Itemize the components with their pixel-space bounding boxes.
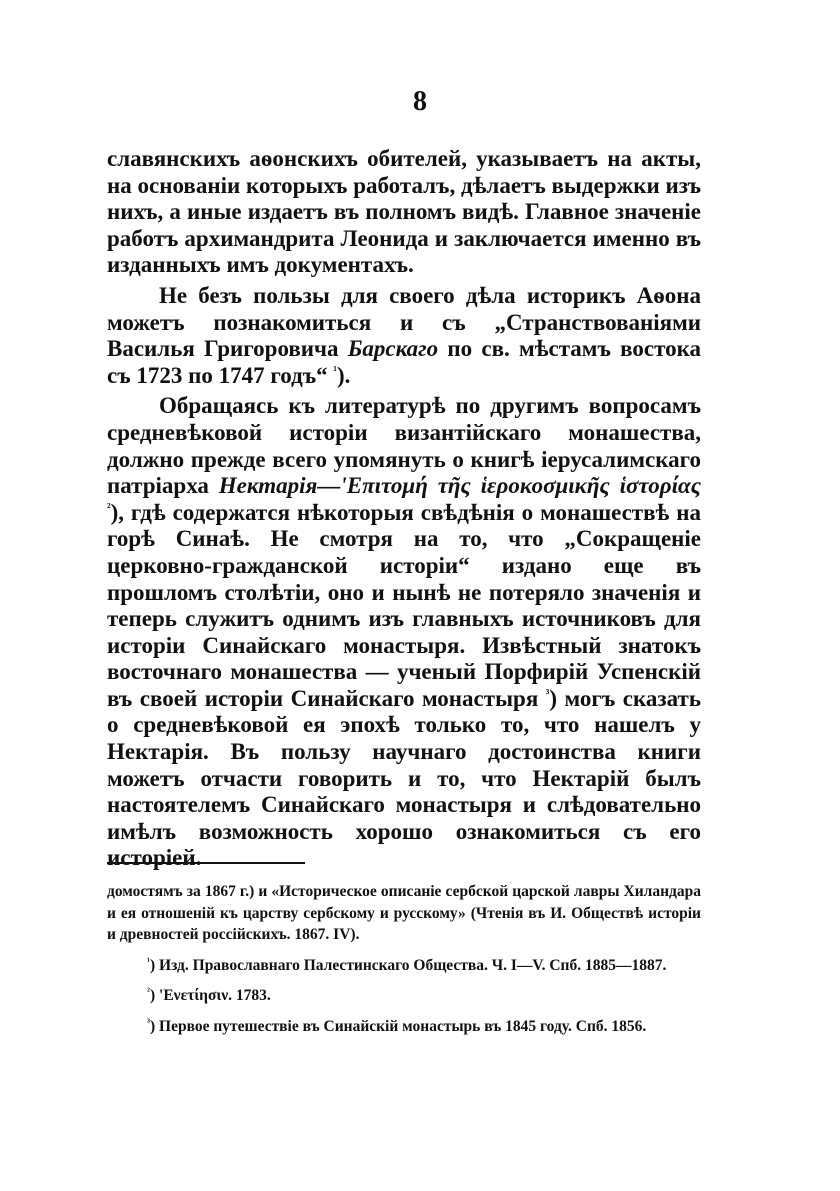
paragraph [107,146,701,279]
main-text [107,146,701,872]
footnote-reference: ² [107,500,111,515]
footnote-3 [107,1016,701,1038]
footnote-mark: ³ [147,1016,150,1028]
text-run: ), гдѣ содержатся нѣкоторыя свѣдѣнія о монашествѣ на горѣ Синаѣ. Не смотря на то, что „Сокращеніе церковно-гражданской исторіи“ издано еще въ прошломъ столѣтіи, оно и нынѣ не потеряло значенія и теперь служитъ однимъ изъ главныхъ источниковъ для исторіи Синайскаго монастыря. Извѣстный знатокъ восточнаго монашества — ученый Порфирій Успенскій въ своей исторіи Синайскаго монастыря [107,499,701,711]
footnotes [107,881,701,1046]
footnote-reference: ¹ [333,363,337,378]
text-run: славянскихъ аѳонскихъ обителей, указываетъ на акты, на основаніи которыхъ работалъ, дѣлаетъ выдержки изъ нихъ, а иные издаетъ въ полномъ видѣ. Главное значеніе работъ архимандрита Леонида и заключается именно въ изданныхъ имъ документахъ. [107,146,701,278]
footnote-text: ) Изд. Православнаго Палестинскаго Общества. Ч. I—V. Спб. 1885—1887. [150,956,667,974]
footnote-1 [107,955,701,977]
footnote-mark: ² [147,985,150,997]
footnote-continuation: домостямъ за 1867 г.) и «Историческое описаніе сербской царской лавры Хиландара и ея отношеній къ царству сербскому и русскому» (Чтенія въ И. Обществѣ исторіи и древностей россійскихъ. 1867. IV). [107,883,701,943]
text-run: ). [336,362,351,388]
text-run: Не безъ пользы для своего дѣла историкъ Аѳона можетъ познакомиться и съ „Странствованіями Василья Григоровича [107,282,701,362]
footnote-separator [107,862,305,864]
italic-text: Нектарія—'Επιτομή τῆς ἱεροκοσμικῆς ἱστορίας [218,473,701,499]
paragraph [107,393,701,872]
footnote-text: ) 'Ενετίησιν. 1783. [150,987,271,1004]
text-run: ) могъ сказать о средневѣковой ея эпохѣ только то, что нашелъ у Нектарія. Въ пользу научнаго достоинства книги можетъ отчасти говорить и то, что Нектарій былъ настоятелемъ Синайскаго монастыря и слѣдовательно имѣлъ возможность хорошо ознакомиться съ его исторіей. [107,685,701,871]
footnote-2 [107,985,701,1007]
paragraph [107,283,701,389]
text-run: по св. мѣстамъ востока съ 1723 по 1747 годъ“ [107,336,701,388]
footnote-mark: ¹ [147,955,150,967]
page-number: 8 [413,86,427,117]
text-run: Обращаясь къ литературѣ по другимъ вопросамъ средневѣковой исторіи византійскаго монашества, должно прежде всего упомянуть о книгѣ іерусалимскаго патріарха [107,393,701,499]
italic-text: Барскаго [347,336,439,362]
footnote-text: ) Первое путешествіе въ Синайскій монастырь въ 1845 году. Спб. 1856. [150,1017,647,1035]
footnote-reference: ³ [545,686,550,701]
